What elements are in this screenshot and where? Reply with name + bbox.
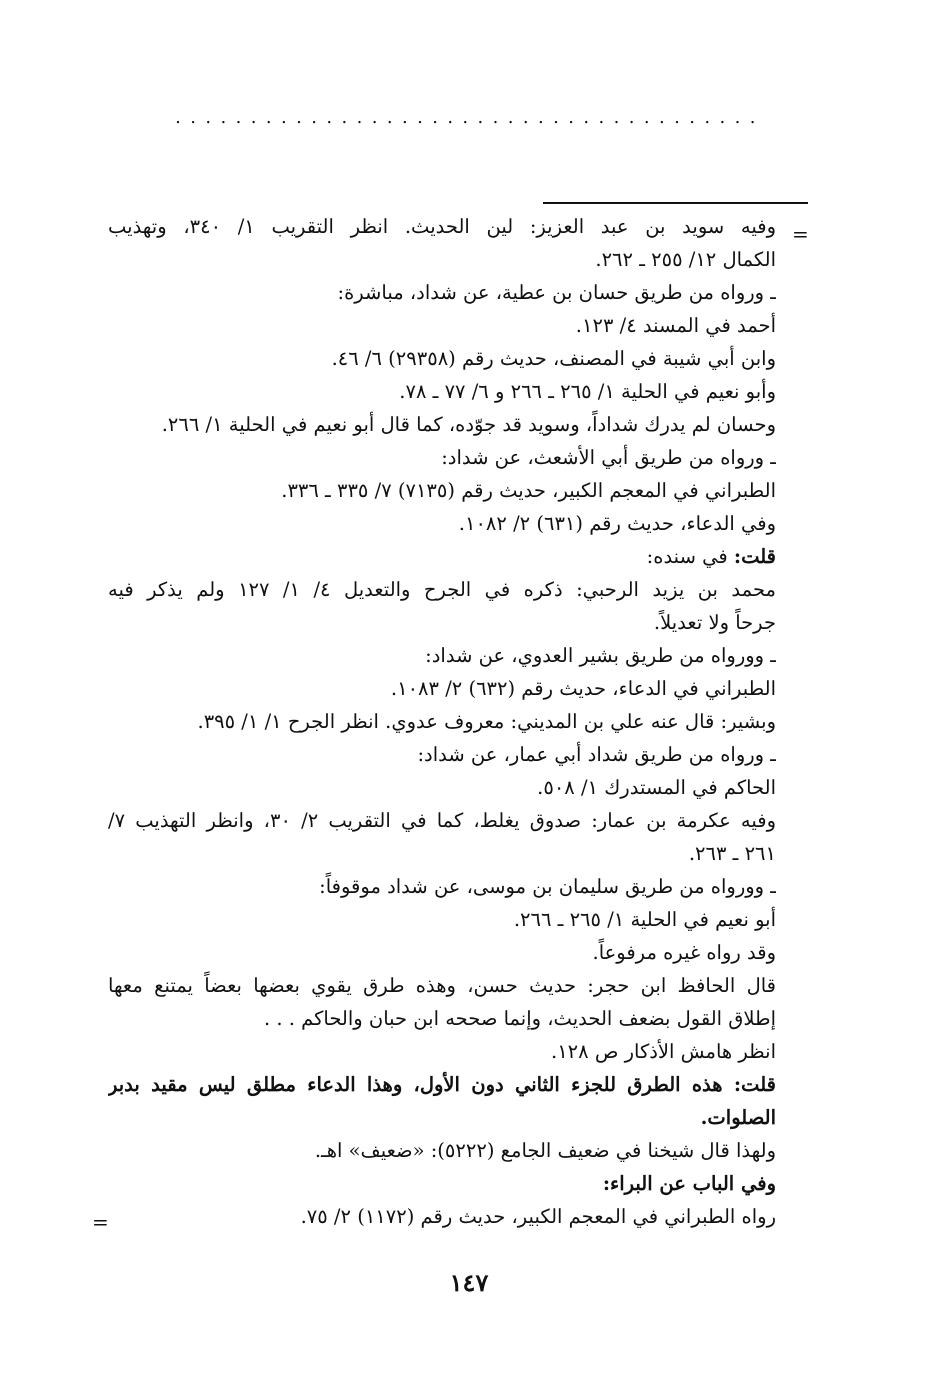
footnote-line: وفي الدعاء، حديث رقم (٦٣١) ٢/ ١٠٨٢. xyxy=(458,512,776,535)
footnote-line: الطبراني في المعجم الكبير، حديث رقم (٧١٣٥) ٧/ ٣٣٥ ـ ٣٣٦. xyxy=(281,479,776,502)
footnote-line: أحمد في المسند ٤/ ١٢٣. xyxy=(575,314,776,337)
footnote-line: ـ وورواه من طريق سليمان بن موسى، عن شداد موقوفاً: xyxy=(319,875,776,898)
footnote-line: إطلاق القول بضعف الحديث، وإنما صححه ابن حبان والحاكم . . . xyxy=(263,1007,776,1030)
footnote-line-text: في سنده: xyxy=(646,545,734,568)
footnote-line: جرحاً ولا تعديلاً. xyxy=(653,611,776,634)
page-number: ١٤٧ xyxy=(449,1268,489,1297)
footnote-line: وفيه عكرمة بن عمار: صدوق يغلط، كما في التقريب ٢/ ٣٠، وانظر التهذيب ٧/ xyxy=(108,809,776,832)
footnote-rule xyxy=(543,202,808,204)
footnote-line: الصلوات. xyxy=(700,1106,776,1129)
footnote-line: قال الحافظ ابن حجر: حديث حسن، وهذه طرق يقوي بعضها بعضاً يمتنع معها xyxy=(108,974,776,997)
footnote-line xyxy=(108,540,776,573)
footnote-line: وابن أبي شيبة في المصنف، حديث رقم (٢٩٣٥٨) ٦/ ٤٦. xyxy=(331,347,776,370)
footnote-line: الحاكم في المستدرك ١/ ٥٠٨. xyxy=(537,776,776,799)
footnote-line-text: ـ ورواه من طريق حسان بن عطية، عن شداد، مباشرة: xyxy=(337,281,776,304)
footnote-line: قلت: هذه الطرق للجزء الثاني دون الأول، وهذا الدعاء مطلق ليس مقيد بدبر xyxy=(108,1073,776,1096)
footnote-block xyxy=(108,210,776,1233)
footnote-line: الطبراني في الدعاء، حديث رقم (٦٣٢) ٢/ ١٠٨٣. xyxy=(390,677,776,700)
footnote-line: ـ ورواه من طريق أبي الأشعث، عن شداد: xyxy=(441,446,776,469)
footnote-line: وأبو نعيم في الحلية ١/ ٢٦٥ ـ ٢٦٦ و ٦/ ٧٧ ـ ٧٨. xyxy=(399,380,776,403)
footnote-line: انظر هامش الأذكار ص ١٢٨. xyxy=(551,1040,776,1063)
footnote-line: ولهذا قال شيخنا في ضعيف الجامع (٥٢٢٢): «ضعيف» اهـ. xyxy=(314,1139,776,1162)
separator-dots: ....................................... xyxy=(175,108,765,128)
footnote-line: الكمال ١٢/ ٢٥٥ ـ ٢٦٢. xyxy=(595,248,776,271)
footnote-line: ـ ورواه من طريق شداد أبي عمار، عن شداد: xyxy=(417,743,776,766)
footnote-line: ـ وورواه من طريق بشير العدوي، عن شداد: xyxy=(425,644,776,667)
continuation-mark-top: = xyxy=(792,222,809,246)
footnote-line: وفي الباب عن البراء: xyxy=(602,1172,776,1195)
footnote-bold-prefix: قلت: xyxy=(733,545,776,568)
footnote-line: وفيه سويد بن عبد العزيز: لين الحديث. انظر التقريب ١/ ٣٤٠، وتهذيب xyxy=(108,215,776,238)
footnote-line: رواه الطبراني في المعجم الكبير، حديث رقم (١١٧٢) ٢/ ٧٥. xyxy=(300,1205,776,1228)
footnote-line: ٢٦١ ـ ٢٦٣. xyxy=(688,842,776,865)
footnote-line xyxy=(108,276,776,309)
footnote-line: أبو نعيم في الحلية ١/ ٢٦٥ ـ ٢٦٦. xyxy=(513,908,776,931)
footnote-line: وبشير: قال عنه علي بن المديني: معروف عدوي. انظر الجرح ١/ ١/ ٣٩٥. xyxy=(197,710,776,733)
footnote-line: محمد بن يزيد الرحبي: ذكره في الجرح والتعديل ٤/ ١/ ١٢٧ ولم يذكر فيه xyxy=(108,578,776,601)
footnote-line: وحسان لم يدرك شداداً، وسويد قد جوّده، كما قال أبو نعيم في الحلية ١/ ٢٦٦. xyxy=(161,413,776,436)
footnote-line: وقد رواه غيره مرفوعاً. xyxy=(592,941,776,964)
continuation-mark-bottom: = xyxy=(92,1210,109,1234)
